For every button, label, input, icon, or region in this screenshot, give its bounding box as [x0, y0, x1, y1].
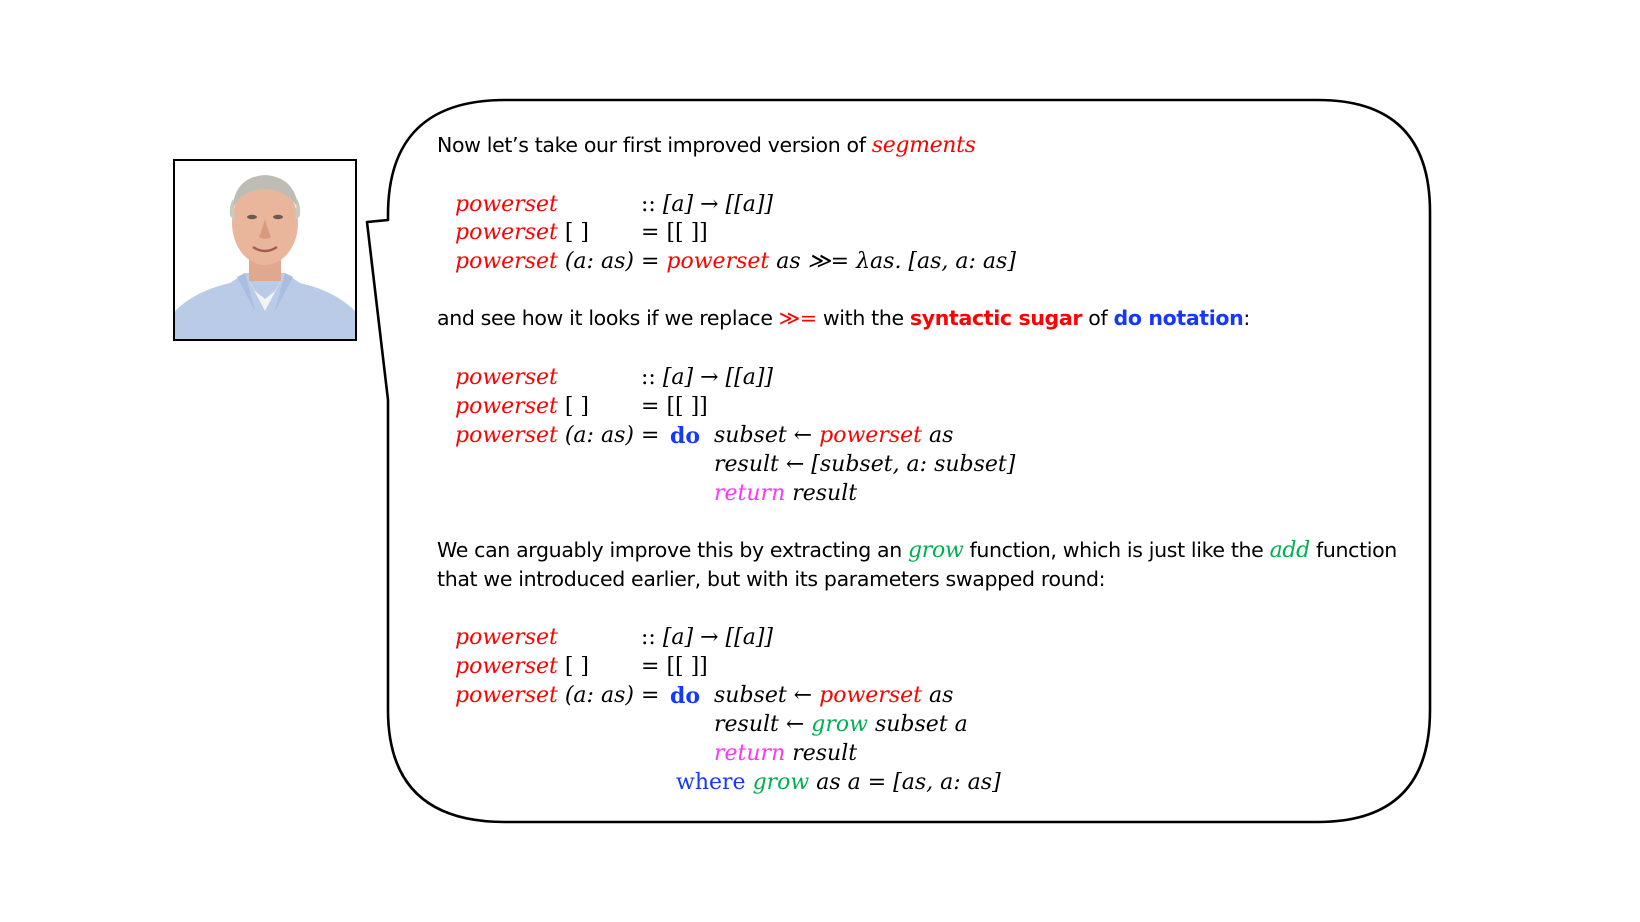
code-line: powerset	[455, 625, 558, 650]
return-keyword: return	[714, 481, 786, 506]
code-line: powerset	[455, 365, 558, 390]
code-line: powerset (a: as) =	[455, 423, 660, 448]
code-line: subset ← powerset as	[714, 683, 954, 708]
code-line: :: [a] → [[a]]	[641, 365, 773, 390]
intro-text: Now let’s take our first improved version of segments	[437, 133, 976, 158]
function-name: powerset	[455, 192, 558, 217]
code-line: = [[ ]]	[641, 220, 708, 245]
code-line: subset ← powerset as	[714, 423, 954, 448]
code-line	[455, 191, 558, 219]
code-line: = [[ ]]	[641, 394, 708, 419]
code-line: :: [a] → [[a]]	[641, 192, 773, 217]
syntactic-sugar-term: syntactic sugar	[909, 306, 1083, 330]
do-keyword: do	[670, 683, 701, 709]
presenter-photo-icon	[175, 161, 355, 339]
code-line: result ← [subset, a: subset]	[714, 452, 1016, 477]
paragraph-do-notation: and see how it looks if we replace ≫= with the syntactic sugar of do notation:	[437, 306, 1250, 330]
code-line-where: where grow as a = [as, a: as]	[676, 770, 1001, 795]
segments-term: segments	[871, 133, 976, 158]
code-line: return result	[714, 481, 858, 506]
code-line: result ← grow subset a	[714, 712, 968, 737]
code-line	[670, 422, 700, 450]
do-keyword: do	[670, 423, 701, 449]
code-line	[670, 682, 700, 710]
where-keyword: where	[676, 770, 753, 795]
code-line: = [[ ]]	[641, 654, 708, 679]
bind-operator: ≫=	[778, 306, 817, 330]
code-line: return result	[714, 741, 858, 766]
paragraph-grow-line-1: We can arguably improve this by extracting an grow function, which is just like the add function	[437, 538, 1397, 563]
do-notation-term: do notation	[1113, 306, 1244, 330]
code-line: powerset (a: as) =	[455, 683, 660, 708]
code-line: powerset [ ]	[455, 394, 590, 419]
code-line: powerset (a: as) = powerset as ≫= λas. [as, a: as]	[455, 249, 1016, 274]
paragraph-grow-line-2: that we introduced earlier, but with its parameters swapped round:	[437, 567, 1106, 591]
grow-term: grow	[908, 538, 964, 563]
code-line: powerset [ ]	[455, 220, 590, 245]
avatar	[173, 159, 357, 341]
return-keyword: return	[714, 741, 786, 766]
add-term: add	[1269, 538, 1310, 563]
code-line: :: [a] → [[a]]	[641, 625, 773, 650]
code-line: powerset [ ]	[455, 654, 590, 679]
